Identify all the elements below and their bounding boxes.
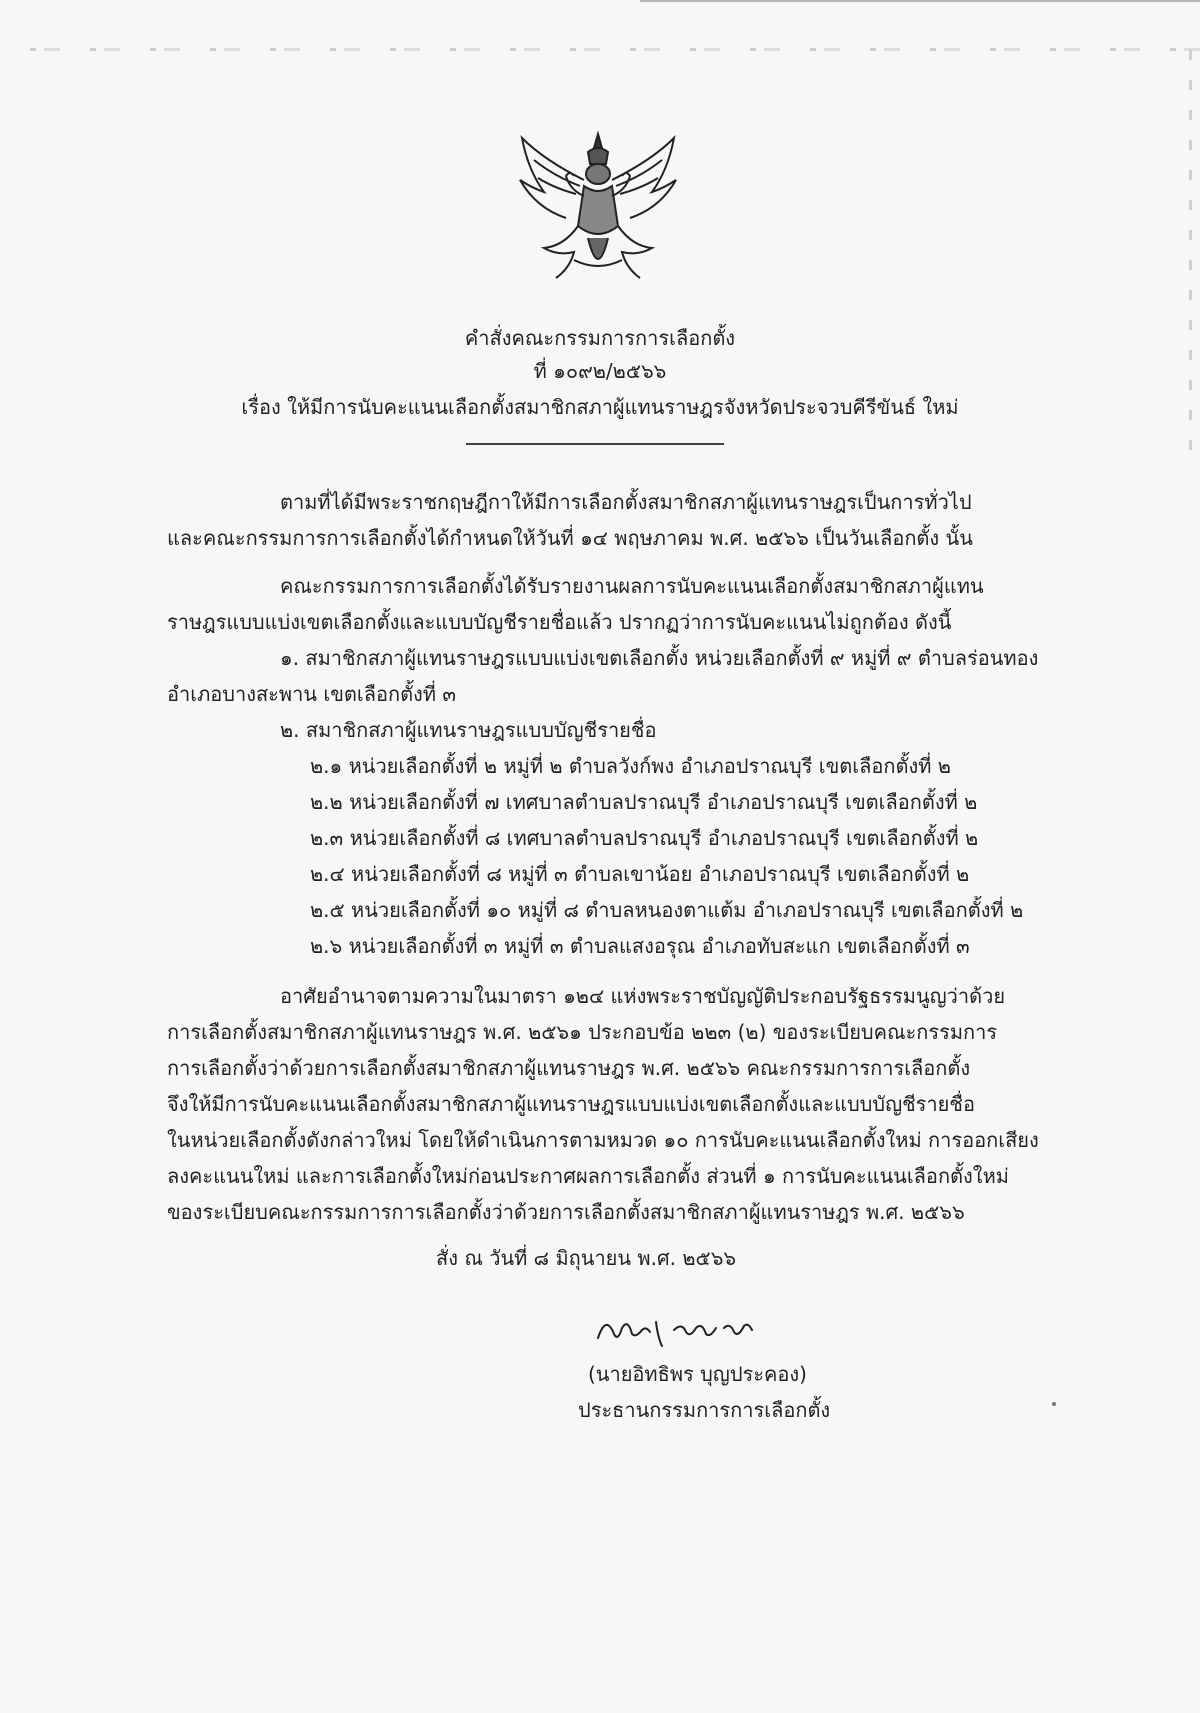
signer-name: (นายอิทธิพร บุญประคอง): [588, 1362, 807, 1386]
paragraph-line: คณะกรรมการการเลือกตั้งได้รับรายงานผลการนับคะแนนเลือกตั้งสมาชิกสภาผู้แทน: [280, 574, 984, 598]
order-date: สั่ง ณ วันที่ ๘ มิถุนายน พ.ศ. ๒๕๖๖: [436, 1246, 737, 1270]
title-divider: [466, 443, 724, 445]
sub-list-item: ๒.๕ หน่วยเลือกตั้งที่ ๑๐ หมู่ที่ ๘ ตำบลหนองตาแต้ม อำเภอปราณบุรี เขตเลือกตั้งที่ ๒: [310, 898, 1024, 922]
list-item: ๒. สมาชิกสภาผู้แทนราษฎรแบบบัญชีรายชื่อ: [280, 718, 657, 742]
paragraph-line: ลงคะแนนใหม่ และการเลือกตั้งใหม่ก่อนประกาศผลการเลือกตั้ง ส่วนที่ ๑ การนับคะแนนเลือกตั้งใหม่: [167, 1164, 1009, 1188]
list-item: ๑. สมาชิกสภาผู้แทนราษฎรแบบแบ่งเขตเลือกตั้ง หน่วยเลือกตั้งที่ ๙ หมู่ที่ ๙ ตำบลร่อนทอง: [280, 646, 1039, 670]
order-title: คำสั่งคณะกรรมการการเลือกตั้ง: [464, 326, 736, 350]
paragraph-line: ในหน่วยเลือกตั้งดังกล่าวใหม่ โดยให้ดำเนินการตามหมวด ๑๐ การนับคะแนนเลือกตั้งใหม่ การออกเสียง: [167, 1128, 1039, 1152]
scan-artifact: [30, 48, 1200, 51]
paragraph-line: ของระเบียบคณะกรรมการการเลือกตั้งว่าด้วยการเลือกตั้งสมาชิกสภาผู้แทนราษฎร พ.ศ. ๒๕๖๖: [167, 1200, 965, 1224]
paragraph-line: การเลือกตั้งว่าด้วยการเลือกตั้งสมาชิกสภาผู้แทนราษฎร พ.ศ. ๒๕๖๖ คณะกรรมการการเลือกตั้ง: [167, 1056, 971, 1080]
signer-title: ประธานกรรมการการเลือกตั้ง: [578, 1398, 831, 1422]
garuda-emblem-icon: [514, 130, 682, 288]
paragraph-line: และคณะกรรมการการเลือกตั้งได้กำหนดให้วันที่ ๑๔ พฤษภาคม พ.ศ. ๒๕๖๖ เป็นวันเลือกตั้ง นั้น: [167, 526, 973, 550]
list-item: อำเภอบางสะพาน เขตเลือกตั้งที่ ๓: [167, 682, 457, 706]
order-subject: เรื่อง ให้มีการนับคะแนนเลือกตั้งสมาชิกสภาผู้แทนราษฎรจังหวัดประจวบคีรีขันธ์ ใหม่: [241, 395, 959, 419]
sub-list-item: ๒.๔ หน่วยเลือกตั้งที่ ๘ หมู่ที่ ๓ ตำบลเขาน้อย อำเภอปราณบุรี เขตเลือกตั้งที่ ๒: [310, 862, 970, 886]
paragraph-line: จึงให้มีการนับคะแนนเลือกตั้งสมาชิกสภาผู้แทนราษฎรแบบแบ่งเขตเลือกตั้งและแบบบัญชีรายชื่อ: [167, 1092, 975, 1116]
paragraph-line: ตามที่ได้มีพระราชกฤษฎีกาให้มีการเลือกตั้งสมาชิกสภาผู้แทนราษฎรเป็นการทั่วไป: [280, 490, 972, 514]
sub-list-item: ๒.๑ หน่วยเลือกตั้งที่ ๒ หมู่ที่ ๒ ตำบลวังก์พง อำเภอปราณบุรี เขตเลือกตั้งที่ ๒: [310, 754, 951, 778]
scan-speck: [1052, 1402, 1056, 1406]
paragraph-line: ราษฎรแบบแบ่งเขตเลือกตั้งและแบบบัญชีรายชื่อแล้ว ปรากฏว่าการนับคะแนนไม่ถูกต้อง ดังนี้: [167, 610, 952, 634]
sub-list-item: ๒.๖ หน่วยเลือกตั้งที่ ๓ หมู่ที่ ๓ ตำบลแสงอรุณ อำเภอทับสะแก เขตเลือกตั้งที่ ๓: [310, 934, 970, 958]
sub-list-item: ๒.๓ หน่วยเลือกตั้งที่ ๘ เทศบาลตำบลปราณบุรี อำเภอปราณบุรี เขตเลือกตั้งที่ ๒: [310, 826, 979, 850]
sub-list-item: ๒.๒ หน่วยเลือกตั้งที่ ๗ เทศบาลตำบลปราณบุรี อำเภอปราณบุรี เขตเลือกตั้งที่ ๒: [310, 790, 978, 814]
paragraph-line: อาศัยอำนาจตามความในมาตรา ๑๒๔ แห่งพระราชบัญญัติประกอบรัฐธรรมนูญว่าด้วย: [280, 984, 1006, 1008]
order-number: ที่ ๑๐๙๒/๒๕๖๖: [533, 359, 667, 383]
paragraph-line: การเลือกตั้งสมาชิกสภาผู้แทนราษฎร พ.ศ. ๒๕๖๑ ประกอบข้อ ๒๒๓ (๒) ของระเบียบคณะกรรมการ: [167, 1020, 998, 1044]
scan-artifact: [640, 0, 1200, 2]
handwritten-signature: [592, 1308, 792, 1352]
